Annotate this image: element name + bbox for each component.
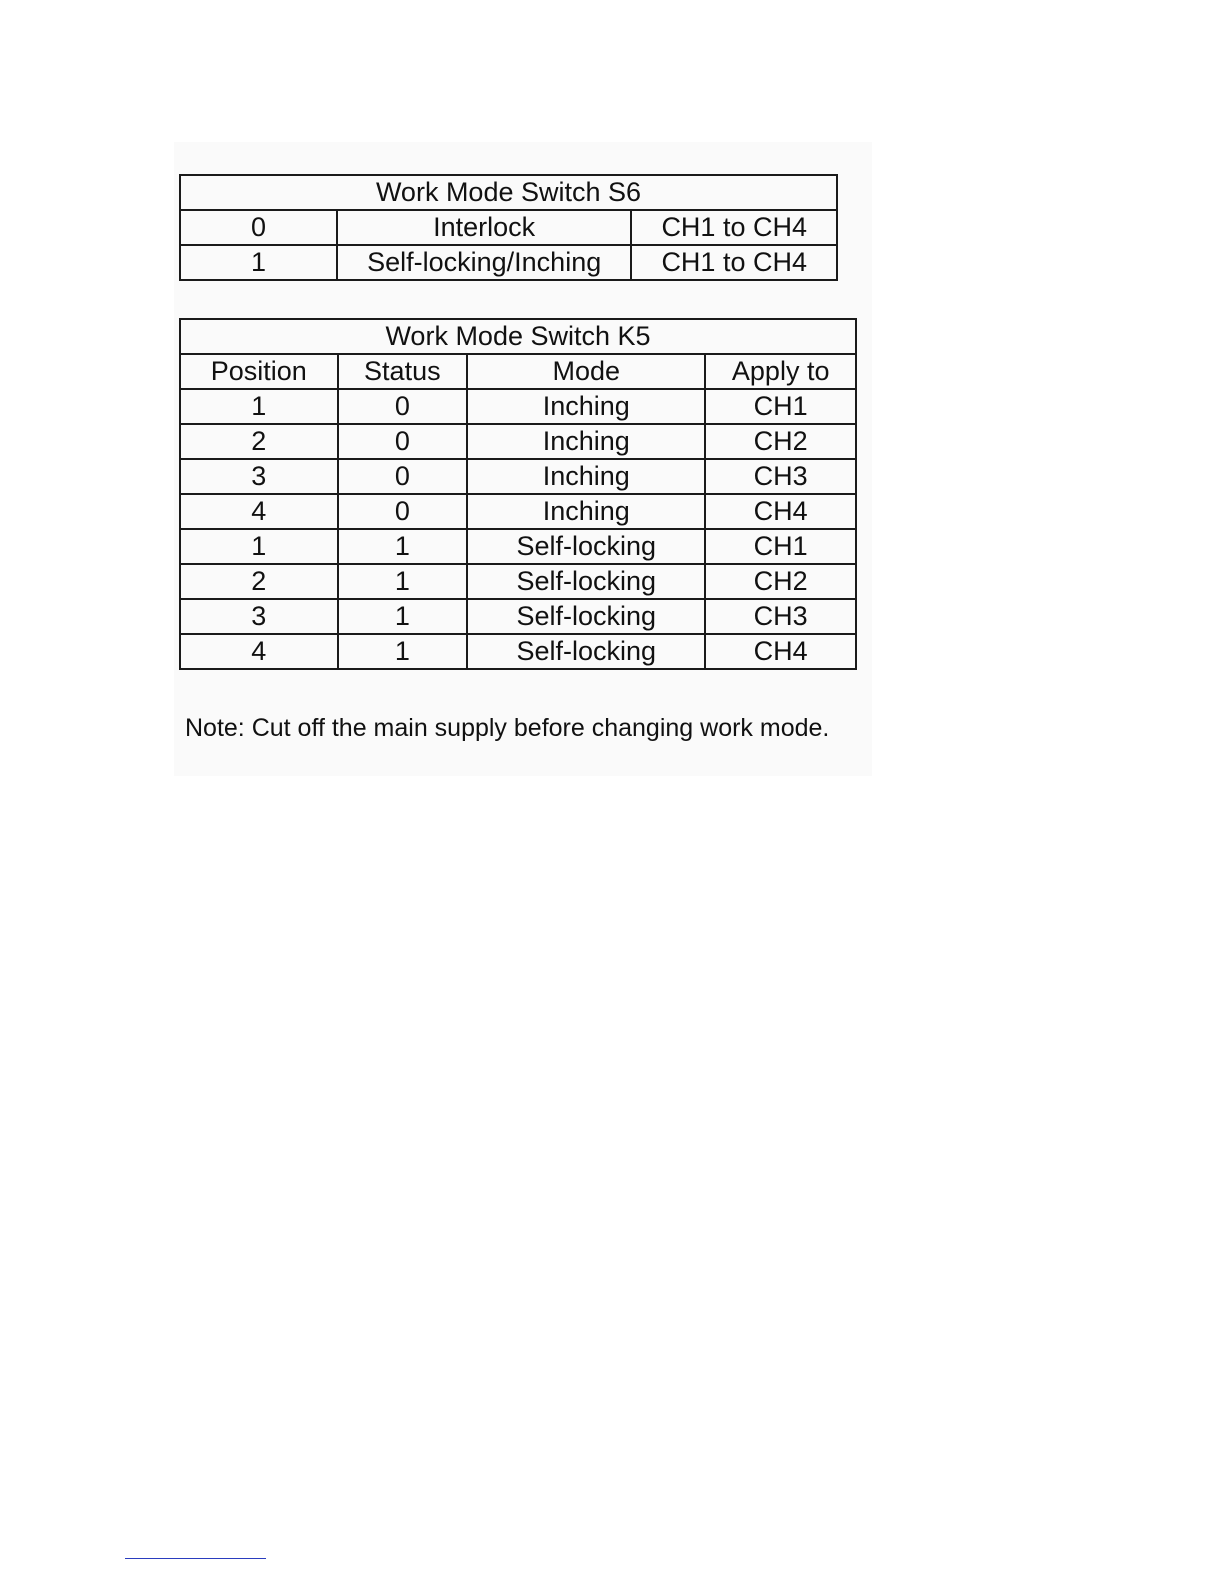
position-cell: 2: [180, 424, 338, 459]
s6-mode-cell: Self-locking/Inching: [337, 245, 632, 280]
position-cell: 1: [180, 529, 338, 564]
s6-apply-cell: CH1 to CH4: [631, 210, 837, 245]
apply-cell: CH1: [705, 389, 856, 424]
apply-cell: CH4: [705, 634, 856, 669]
s6-title: Work Mode Switch S6: [180, 175, 837, 210]
status-cell: 1: [338, 634, 468, 669]
table-row: [180, 389, 856, 424]
mode-cell: Inching: [467, 459, 705, 494]
mode-cell: Self-locking: [467, 564, 705, 599]
table-row: [180, 634, 856, 669]
position-cell: 2: [180, 564, 338, 599]
s6-value-cell: 1: [180, 245, 337, 280]
s6-title-row: [180, 175, 837, 210]
status-cell: 0: [338, 389, 468, 424]
table-row: [180, 424, 856, 459]
apply-cell: CH3: [705, 459, 856, 494]
apply-cell: CH4: [705, 494, 856, 529]
apply-cell: CH3: [705, 599, 856, 634]
status-cell: 0: [338, 459, 468, 494]
status-cell: 0: [338, 494, 468, 529]
apply-cell: CH2: [705, 424, 856, 459]
apply-cell: CH1: [705, 529, 856, 564]
mode-cell: Self-locking: [467, 634, 705, 669]
status-header: Status: [338, 354, 468, 389]
table-row: [180, 245, 837, 280]
table-row: [180, 599, 856, 634]
mode-cell: Inching: [467, 389, 705, 424]
status-cell: 0: [338, 424, 468, 459]
mode-cell: Inching: [467, 494, 705, 529]
status-cell: 1: [338, 564, 468, 599]
s6-apply-cell: CH1 to CH4: [631, 245, 837, 280]
mode-cell: Self-locking: [467, 529, 705, 564]
mode-header: Mode: [467, 354, 705, 389]
k5-table: [179, 318, 857, 670]
position-cell: 3: [180, 459, 338, 494]
s6-value-cell: 0: [180, 210, 337, 245]
table-row: [180, 459, 856, 494]
apply-header: Apply to: [705, 354, 856, 389]
position-cell: 4: [180, 634, 338, 669]
k5-header-row: [180, 354, 856, 389]
s6-table: [179, 174, 838, 281]
k5-title: Work Mode Switch K5: [180, 319, 856, 354]
note-text: Note: Cut off the main supply before changing work mode.: [185, 714, 830, 742]
table-row: [180, 494, 856, 529]
position-cell: 4: [180, 494, 338, 529]
footnote-separator: [125, 1558, 266, 1559]
position-header: Position: [180, 354, 338, 389]
mode-cell: Self-locking: [467, 599, 705, 634]
table-row: [180, 564, 856, 599]
table-row: [180, 529, 856, 564]
s6-mode-cell: Interlock: [337, 210, 632, 245]
status-cell: 1: [338, 529, 468, 564]
position-cell: 1: [180, 389, 338, 424]
work-mode-figure: [174, 142, 872, 776]
mode-cell: Inching: [467, 424, 705, 459]
table-row: [180, 210, 837, 245]
status-cell: 1: [338, 599, 468, 634]
position-cell: 3: [180, 599, 338, 634]
k5-title-row: [180, 319, 856, 354]
apply-cell: CH2: [705, 564, 856, 599]
